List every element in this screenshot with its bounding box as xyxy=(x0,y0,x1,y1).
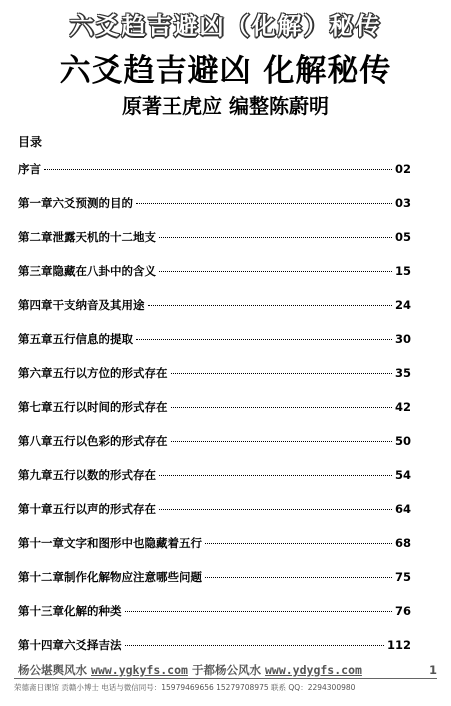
toc-entry[interactable] xyxy=(18,195,411,229)
toc-entry[interactable] xyxy=(18,501,411,535)
toc-leader-dots xyxy=(136,339,392,340)
toc-entry-label: 第十四章六爻择吉法 xyxy=(18,638,122,652)
toc-entry[interactable] xyxy=(18,297,411,331)
toc-leader-dots xyxy=(171,441,392,442)
toc-entry[interactable] xyxy=(18,467,411,501)
header-banner xyxy=(0,0,451,40)
document-title: 六爻趋吉避凶 化解秘传 xyxy=(59,53,392,89)
toc-entry-page: 42 xyxy=(394,400,411,414)
toc-entry-page: 02 xyxy=(394,162,411,176)
toc-leader-dots xyxy=(171,407,392,408)
toc-leader-dots xyxy=(159,475,392,476)
toc-entry-page: 75 xyxy=(394,570,411,584)
toc-leader-dots xyxy=(205,543,392,544)
document-subtitle: 原著王虎应 编整陈蔚明 xyxy=(122,94,329,118)
toc-entry-label: 第六章五行以方位的形式存在 xyxy=(18,366,168,380)
footer-contact: 荣德斋日课馆 贡赣小博士 电话与微信同号：15979469656 15279708975 联系 QQ：2294300980 xyxy=(14,683,356,692)
toc-leader-dots xyxy=(125,611,392,612)
toc-leader-dots xyxy=(148,305,392,306)
toc-leader-dots xyxy=(159,509,392,510)
toc-entry-label: 第八章五行以色彩的形式存在 xyxy=(18,434,168,448)
toc-entry-page: 15 xyxy=(394,264,411,278)
toc-entry-page: 30 xyxy=(394,332,411,346)
footer-site1-link[interactable]: www.ygkyfs.com xyxy=(91,663,188,677)
toc-entry-label: 序言 xyxy=(18,162,41,176)
toc-entry[interactable] xyxy=(18,331,411,365)
toc-entry-page: 76 xyxy=(394,604,411,618)
footer-site2-link[interactable]: www.ydygfs.com xyxy=(264,663,362,677)
toc-entry-label: 第十三章化解的种类 xyxy=(18,604,122,618)
footer-divider xyxy=(14,678,437,679)
toc-leader-dots xyxy=(171,373,392,374)
toc-entry-label: 第二章泄露天机的十二地支 xyxy=(18,230,156,244)
toc-entry-label: 第一章六爻预测的目的 xyxy=(18,196,133,210)
toc-entry-label: 第四章干支纳音及其用途 xyxy=(18,298,145,312)
toc-entry-label: 第十一章文字和图形中也隐藏着五行 xyxy=(18,536,202,550)
footer-site1 xyxy=(18,662,362,678)
toc-entry[interactable] xyxy=(18,263,411,297)
toc-entry-label: 第九章五行以数的形式存在 xyxy=(18,468,156,482)
toc-entry[interactable] xyxy=(18,433,411,467)
header-watermark-text: 六爻趋吉避凶（化解）秘传 xyxy=(69,12,382,40)
footer-site1-name: 杨公堪舆风水 xyxy=(18,663,87,677)
toc-entry[interactable] xyxy=(18,399,411,433)
toc-entry-page: 64 xyxy=(394,502,411,516)
footer-sites xyxy=(18,662,437,678)
toc-entry-label: 第五章五行信息的提取 xyxy=(18,332,133,346)
toc-entry-page: 35 xyxy=(394,366,411,380)
toc-entry-page: 112 xyxy=(386,638,411,652)
table-of-contents xyxy=(18,161,411,671)
toc-leader-dots xyxy=(136,203,392,204)
toc-entry-page: 05 xyxy=(394,230,411,244)
toc-entry[interactable] xyxy=(18,161,411,195)
toc-entry-label: 第七章五行以时间的形式存在 xyxy=(18,400,168,414)
toc-entry-page: 03 xyxy=(394,196,411,210)
toc-entry[interactable] xyxy=(18,569,411,603)
toc-leader-dots xyxy=(125,645,384,646)
toc-entry-page: 50 xyxy=(394,434,411,448)
toc-entry-label: 第十二章制作化解物应注意哪些问题 xyxy=(18,570,202,584)
toc-entry-label: 第十章五行以声的形式存在 xyxy=(18,502,156,516)
toc-entry-page: 24 xyxy=(394,298,411,312)
toc-entry[interactable] xyxy=(18,365,411,399)
toc-entry-page: 54 xyxy=(394,468,411,482)
toc-leader-dots xyxy=(159,237,392,238)
toc-leader-dots xyxy=(44,169,392,170)
toc-entry-page: 68 xyxy=(394,536,411,550)
page-number: 1 xyxy=(428,663,437,677)
toc-entry[interactable] xyxy=(18,535,411,569)
toc-entry[interactable] xyxy=(18,229,411,263)
toc-heading: 目录 xyxy=(18,135,43,149)
toc-leader-dots xyxy=(159,271,392,272)
toc-entry[interactable] xyxy=(18,603,411,637)
toc-leader-dots xyxy=(205,577,392,578)
toc-entry-label: 第三章隐藏在八卦中的含义 xyxy=(18,264,156,278)
footer-site2-name: 于都杨公风水 xyxy=(191,663,261,677)
